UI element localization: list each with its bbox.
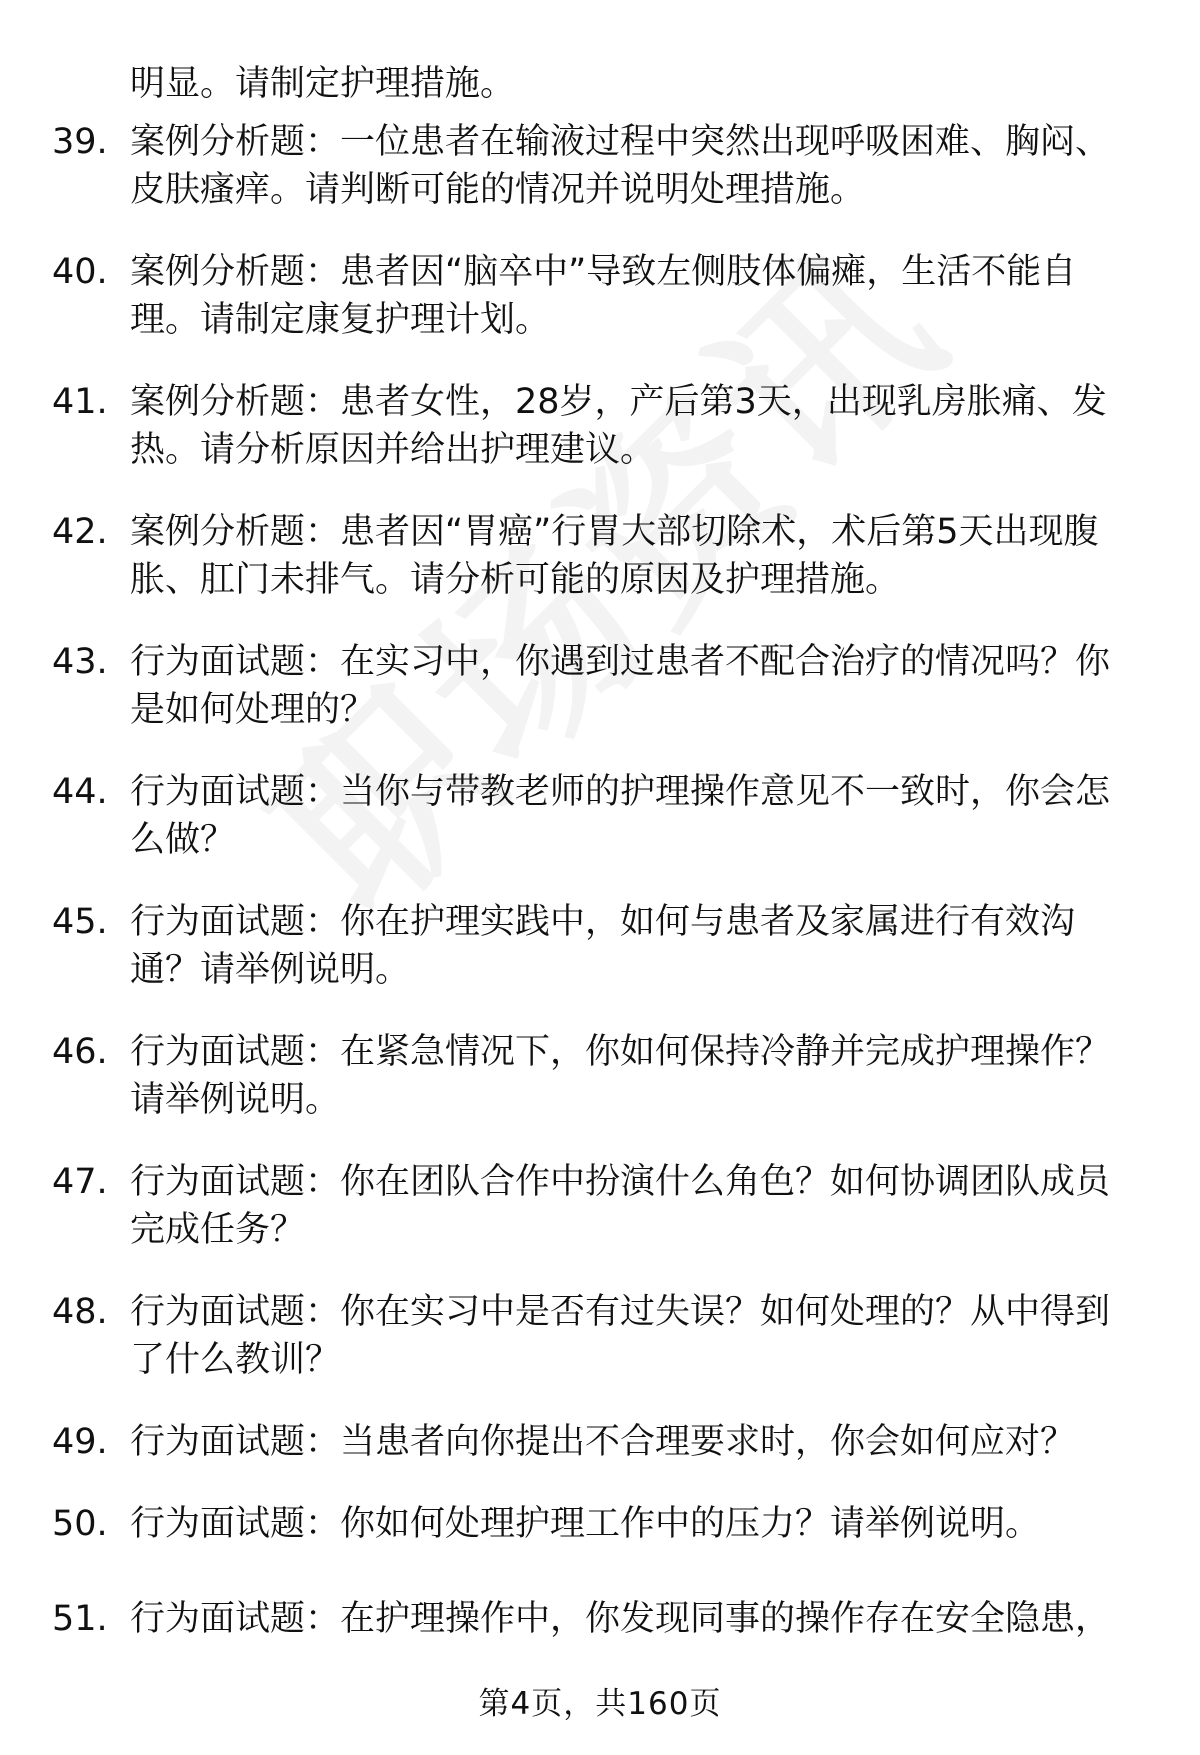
question-text: 案例分析题：患者因“胃癌”行胃大部切除术，术后第5天出现腹 胀、肛门未排气。请分析可能的原因及护理措施。 — [130, 512, 1099, 600]
question-number: 47. — [52, 1162, 108, 1202]
question-text: 行为面试题：在护理操作中，你发现同事的操作存在安全隐患， — [130, 1599, 1111, 1639]
question-number: 44. — [52, 772, 108, 812]
question-number: 41. — [52, 382, 108, 422]
question-text: 行为面试题：你在护理实践中，如何与患者及家属进行有效沟 通？请举例说明。 — [130, 902, 1076, 990]
question-text: 案例分析题：一位患者在输液过程中突然出现呼吸困难、胸闷、 皮肤瘙痒。请判断可能的情况并说明处理措施。 — [130, 122, 1111, 210]
question-text: 案例分析题：患者因“脑卒中”导致左侧肢体偏瘫，生活不能自 理。请制定康复护理计划。 — [130, 252, 1077, 340]
page-footer: 第4页，共160页 — [478, 1686, 722, 1722]
question-number: 42. — [52, 512, 108, 552]
question-text: 行为面试题：你如何处理护理工作中的压力？请举例说明。 — [130, 1504, 1041, 1544]
question-text: 行为面试题：当你与带教老师的护理操作意见不一致时，你会怎 么做？ — [130, 772, 1111, 860]
question-text: 行为面试题：你在团队合作中扮演什么角色？如何协调团队成员 完成任务？ — [130, 1162, 1111, 1250]
question-text: 行为面试题：在实习中，你遇到过患者不配合治疗的情况吗？你 是如何处理的？ — [130, 642, 1111, 730]
question-number: 43. — [52, 642, 108, 682]
question-number: 45. — [52, 902, 108, 942]
continuation-text: 明显。请制定护理措施。 — [130, 64, 516, 104]
question-number: 50. — [52, 1504, 108, 1544]
question-number: 39. — [52, 122, 108, 162]
question-number: 40. — [52, 252, 108, 292]
question-text: 行为面试题：你在实习中是否有过失误？如何处理的？从中得到 了什么教训？ — [130, 1292, 1111, 1380]
question-text: 行为面试题：当患者向你提出不合理要求时，你会如何应对？ — [130, 1422, 1076, 1462]
question-text: 案例分析题：患者女性，28岁，产后第3天，出现乳房胀痛、发 热。请分析原因并给出护理建议。 — [130, 382, 1107, 470]
question-number: 51. — [52, 1599, 108, 1639]
question-text: 行为面试题：在紧急情况下，你如何保持冷静并完成护理操作？ 请举例说明。 — [130, 1032, 1111, 1120]
question-number: 46. — [52, 1032, 108, 1072]
question-number: 49. — [52, 1422, 108, 1462]
question-number: 48. — [52, 1292, 108, 1332]
